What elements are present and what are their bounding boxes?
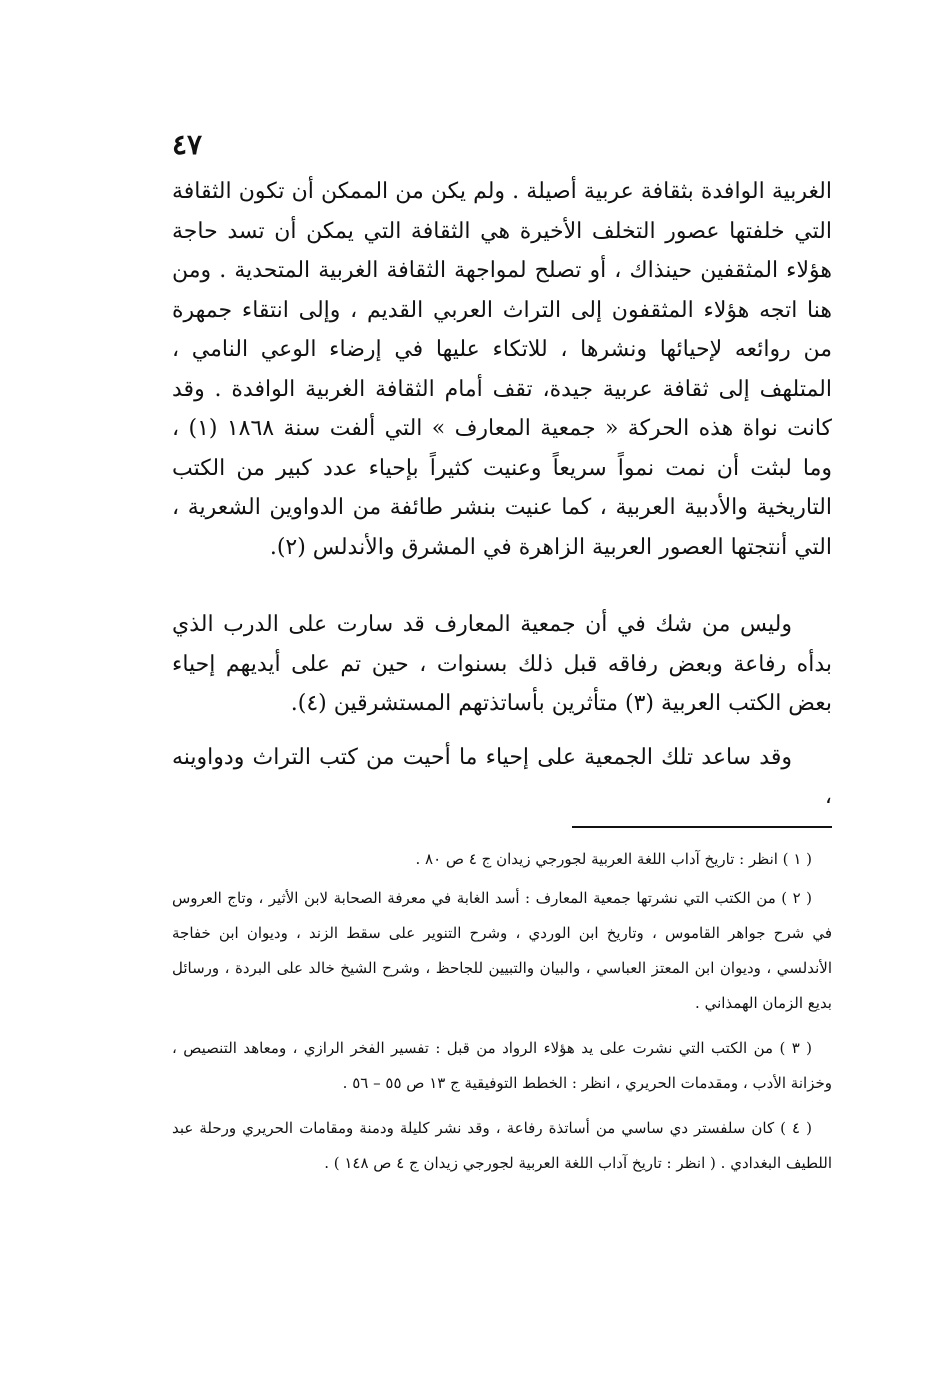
footnote-1: ( ١ ) انظر : تاريخ آداب اللغة العربية لجورجي زيدان ج ٤ ص ٨٠ . [415, 850, 812, 868]
footnote-3: ( ٣ ) من الكتب التي نشرت على يد هؤلاء الرواد من قبل : تفسير الفخر الرازي ، ومعاهد التنصيص ، وخزانة الأدب ، ومقدمات الحريري ، انظر : الخطط التوفيقية ج ١٣ ص ٥٥ – ٥٦ . [172, 1039, 832, 1092]
body-paragraph-2: وليس من شك في أن جمعية المعارف قد سارت على الدرب الذي بدأه رفاعة وبعض رفاقه قبل ذلك بسنوات ، حين تم على أيديهم إحياء بعض الكتب العربية (٣) متأثرين بأساتذتهم المستشرقين (٤). [172, 612, 832, 716]
body-paragraph-1: الغربية الوافدة بثقافة عربية أصيلة . ولم يكن من الممكن أن تكون الثقافة التي خلفتها عصور التخلف الأخيرة هي الثقافة التي يمكن أن تسد حاجة هؤلاء المثقفين حينذاك ، أو تصلح لمواجهة الثقافة الغربية المتحدية . ومن هنا اتجه هؤلاء المثقفون إلى التراث العربي القديم ، وإلى انتقاء جمهرة من روائعه لإحيائها ونشرها ، للاتكاء عليها في إرضاء الوعي النامي ، المتلهف إلى ثقافة عربية جيدة، تقف أمام الثقافة الغربية الوافدة . وقد كانت نواة هذه الحركة « جمعية المعارف » التي ألفت سنة ١٨٦٨ (١) ، وما لبثت أن نمت نمواً سريعاً وعنيت كثيراً بإحياء عدد كبير من الكتب التاريخية والأدبية العربية ، كما عنيت بنشر طائفة من الدواوين الشعرية ، التي أنتجتها العصور العربية الزاهرة في المشرق والأندلس (٢). [172, 179, 833, 560]
main-text [172, 172, 832, 817]
footnote-2: ( ٢ ) من الكتب التي نشرتها جمعية المعارف : أسد الغابة في معرفة الصحابة لابن الأثير ، وتاج العروس في شرح جواهر القاموس ، وتاريخ ابن الوردي ، وشرح التنوير على سقط الزند ، وديوان ابن خفاجة الأندلسي ، وديوان ابن المعتز العباسي ، والبيان والتبيين للجاحظ ، وشرح الشيخ خالد على البردة ، ورسائل بديع الزمان الهمذاني . [172, 889, 832, 1012]
footnotes [172, 842, 832, 1191]
page-number: ٤٧ [172, 128, 203, 161]
footnote-divider [572, 826, 832, 828]
footnote-4: ( ٤ ) كان سلفستر دي ساسي من أساتذة رفاعة ، وقد نشر كليلة ودمنة ومقامات الحريري ورحلة عبد اللطيف البغدادي . ( انظر : تاريخ آداب اللغة العربية لجورجي زيدان ج ٤ ص ١٤٨ ) . [172, 1119, 832, 1172]
body-paragraph-3: وقد ساعد تلك الجمعية على إحياء ما أحيت من كتب التراث ودواوينه ، [172, 744, 832, 809]
